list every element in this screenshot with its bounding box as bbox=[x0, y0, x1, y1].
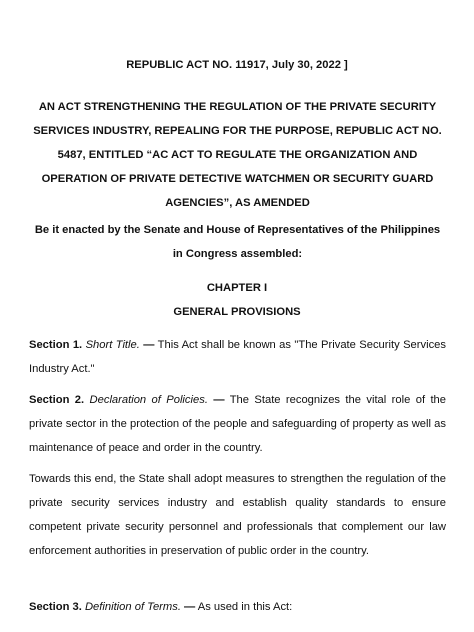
act-heading-line: SERVICES INDUSTRY, REPEALING FOR THE PURPOSE, REPUBLIC ACT NO. bbox=[33, 125, 442, 137]
chapter-heading bbox=[0, 276, 474, 324]
section-3 bbox=[29, 595, 446, 619]
section-text: As used in this Act: bbox=[197, 601, 293, 613]
section-number: Section 2. bbox=[29, 394, 85, 406]
section-title: Definition of Terms. bbox=[84, 601, 181, 613]
enacting-clause-line: Be it enacted by the Senate and House of Representatives of the Philippines bbox=[34, 224, 441, 236]
act-heading bbox=[29, 95, 446, 215]
section-text: The State recognizes the vital role of the private sector in the protection of the people and safeguarding of property as well as maintenance of peace and order in the country. bbox=[29, 394, 446, 454]
act-heading-line: AN ACT STRENGTHENING THE REGULATION OF THE PRIVATE SECURITY bbox=[38, 101, 437, 113]
section-dash: — bbox=[184, 601, 196, 613]
section-dash: — bbox=[143, 339, 155, 351]
chapter-number: CHAPTER I bbox=[206, 282, 268, 294]
act-heading-line: OPERATION OF PRIVATE DETECTIVE WATCHMEN OR SECURITY GUARD bbox=[41, 173, 434, 185]
section-text: Towards this end, the State shall adopt measures to strengthen the regulation of the private security services industry and establish quality standards to ensure competent private security personnel and professionals that complement our law enforcement authorities in preservation of public order in the country. bbox=[29, 473, 446, 557]
section-2-paragraph-2 bbox=[29, 467, 446, 563]
enacting-clause-line: in Congress assembled: bbox=[172, 248, 303, 260]
act-heading-line: 5487, ENTITLED “AC ACT TO REGULATE THE ORGANIZATION AND bbox=[57, 149, 418, 161]
document-title: REPUBLIC ACT NO. 11917, July 30, 2022 ] bbox=[126, 59, 348, 71]
section-2 bbox=[29, 388, 446, 460]
section-1 bbox=[29, 333, 446, 381]
section-title: Short Title. bbox=[85, 339, 140, 351]
section-text: This Act shall be known as "The Private Security Services Industry Act." bbox=[29, 339, 446, 375]
enacting-clause bbox=[29, 218, 446, 266]
section-number: Section 3. bbox=[29, 601, 82, 613]
chapter-title: GENERAL PROVISIONS bbox=[173, 306, 301, 318]
section-dash: — bbox=[213, 394, 225, 406]
act-heading-line: AGENCIES”, AS AMENDED bbox=[165, 197, 310, 209]
section-title: Declaration of Policies. bbox=[89, 394, 208, 406]
section-number: Section 1. bbox=[29, 339, 83, 351]
